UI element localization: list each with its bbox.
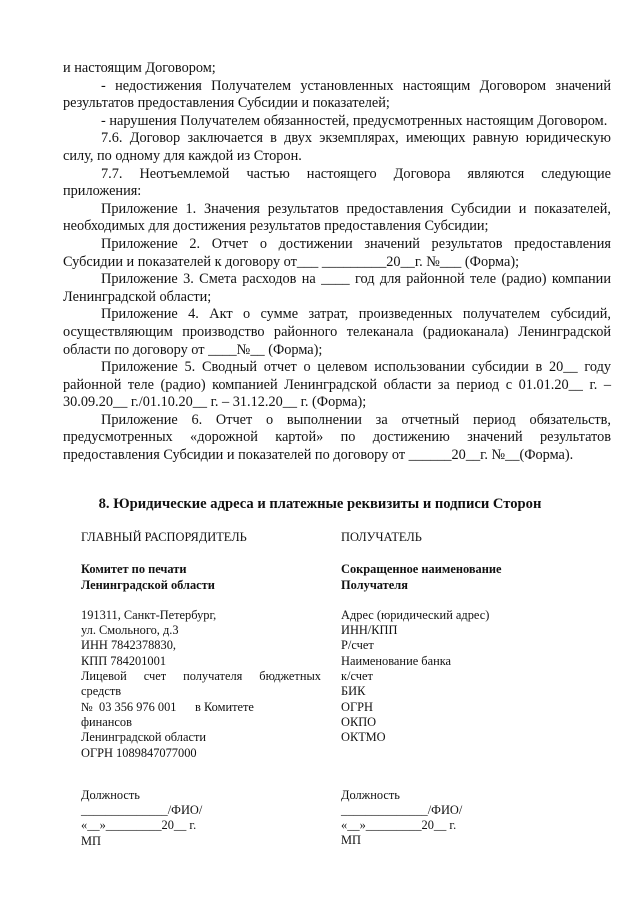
detail-line: Р/счет xyxy=(341,638,374,653)
appendix-6: Приложение 6. Отчет о выполнении за отчетный период обязательств, предусмотренных «дорожной картой» по достижению значений результатов предоставления Субсидии и показателей по договору от ______20__г. №__(Форма). xyxy=(63,411,611,464)
detail-line: БИК xyxy=(341,684,366,699)
paragraph-7-6: 7.6. Договор заключается в двух экземплярах, имеющих равную юридическую силу, по одному для каждой из Сторон. xyxy=(63,130,611,164)
appendix-3: Приложение 3. Смета расходов на ____ год для районной теле (радио) компании Ленинградской области; xyxy=(63,271,611,305)
seal-label: МП xyxy=(81,833,101,848)
signature-line: ______________/ФИО/ xyxy=(81,803,203,818)
date-line: «__»_________20__ г. xyxy=(341,818,457,833)
appendix-5: Приложение 5. Сводный отчет о целевом использовании субсидии в 20__ году районной теле (радио) компанией Ленинградской области за период с 01.01.20__ г. – 30.09.20__ г./01.10.20__ г. – 31.12.20__ г. (Форма); xyxy=(63,359,611,411)
appendix-4: Приложение 4. Акт о сумме затрат, произведенных получателем субсидий, осуществляющим производство районного телеканала (радиоканала) Ленинградской области по договору от ____№__ (Форма); xyxy=(63,306,611,358)
paragraph-bullet-violation: - нарушения Получателем обязанностей, предусмотренных настоящим Договором. xyxy=(101,112,608,129)
detail-line: ИНН/КПП xyxy=(341,623,398,638)
detail-line: ОКПО xyxy=(341,714,377,729)
signature-line: ______________/ФИО/ xyxy=(341,802,463,817)
paragraph-bullet-nonachievement: - недостижения Получателем установленных настоящим Договором значений результатов предоставления Субсидии и показателей; xyxy=(63,77,611,112)
grantor-column xyxy=(81,530,321,849)
paragraph-continuation: и настоящим Договором; xyxy=(63,60,216,76)
detail-line: ОГРН 1089847077000 xyxy=(81,745,197,760)
detail-line: Лицевой счет получателя бюджетных средств xyxy=(81,669,321,699)
detail-line: к/счет xyxy=(341,669,373,684)
detail-line: ИНН 7842378830, xyxy=(81,638,176,653)
position-label: Должность xyxy=(341,787,400,802)
recipient-details xyxy=(341,608,581,746)
recipient-header: ПОЛУЧАТЕЛЬ xyxy=(341,530,422,544)
recipient-name: Сокращенное наименование Получателя xyxy=(341,562,502,592)
contract-text xyxy=(63,60,611,465)
detail-line: КПП 784201001 xyxy=(81,653,167,668)
appendix-1: Приложение 1. Значения результатов предоставления Субсидии и показателей, необходимых для достижения результатов предоставления Субсидии; xyxy=(63,200,611,235)
paragraph-7-7: 7.7. Неотъемлемой частью настоящего Договора являются следующие приложения: xyxy=(63,165,611,200)
grantor-name: Комитет по печати Ленинградской области xyxy=(81,562,215,592)
detail-line: ОКТМО xyxy=(341,730,386,745)
detail-line: ул. Смольного, д.3 xyxy=(81,623,179,638)
detail-line: 191311, Санкт-Петербург, xyxy=(81,607,217,622)
date-line: «__»_________20__ г. xyxy=(81,818,197,833)
detail-line: Адрес (юридический адрес) xyxy=(341,607,490,622)
seal-label: МП xyxy=(341,833,361,848)
grantor-details xyxy=(81,608,321,761)
grantor-header: ГЛАВНЫЙ РАСПОРЯДИТЕЛЬ xyxy=(81,530,247,544)
recipient-column xyxy=(341,530,581,849)
detail-line: финансов xyxy=(81,714,132,729)
detail-line: № 03 356 976 001 в Комитете xyxy=(81,699,254,714)
detail-line: Ленинградской области xyxy=(81,730,207,745)
appendix-2: Приложение 2. Отчет о достижении значений результатов предоставления Субсидии и показателей к договору от___ _________20__г. №___ (Форма); xyxy=(63,235,611,270)
section-title: 8. Юридические адреса и платежные реквизиты и подписи Сторон xyxy=(98,496,542,512)
detail-line: ОГРН xyxy=(341,699,373,714)
detail-line: Наименование банка xyxy=(341,653,452,668)
position-label: Должность xyxy=(81,787,140,802)
